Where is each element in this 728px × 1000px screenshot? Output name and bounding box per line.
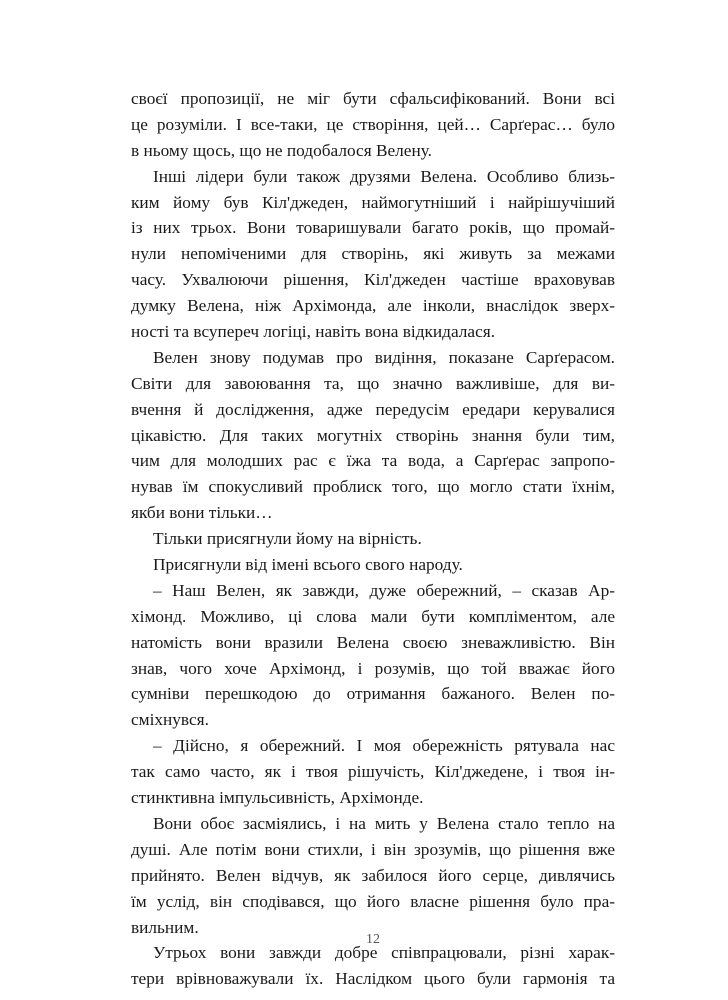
- text-line: так само часто, як і твоя рішучість, Кіл'джедене, і твоя ін-: [131, 762, 615, 782]
- text-line: Велен знову подумав про видіння, показане Сарґерасом.: [153, 347, 615, 367]
- text-line: в ньому щось, що не подобалося Велену.: [131, 140, 432, 160]
- text-line: нули непоміченими для створінь, які живуть за межами: [131, 244, 615, 264]
- text-line: – Дійсно, я обережний. І моя обережність рятувала нас: [153, 736, 615, 756]
- text-line: ності та всупереч логіці, навіть вона відкидалася.: [131, 322, 496, 342]
- text-line: ким йому був Кіл'джеден, наймогутніший і найрішучіший: [131, 192, 615, 212]
- text-line: чим для молодших рас є їжа та вода, а Сарґерас запропо-: [131, 451, 615, 471]
- text-line: тери врівноважували їх. Наслідком цього були гармонія та: [131, 969, 615, 989]
- body-text: [131, 86, 615, 992]
- text-line: натомість вони вразили Велена своєю зневажливістю. Він: [131, 632, 615, 652]
- text-line: вчення й дослідження, адже передусім ередари керувалися: [131, 399, 615, 419]
- text-line: часу. Ухвалюючи рішення, Кіл'джеден частіше враховував: [131, 270, 615, 290]
- text-line: вильним.: [131, 917, 199, 937]
- text-line: сміхнувся.: [131, 710, 209, 730]
- text-line: сумніви перешкодою до отримання бажаного. Велен по-: [131, 684, 615, 704]
- page-number: 12: [366, 932, 380, 947]
- text-line: Світи для завоювання та, що значно важливіше, для ви-: [131, 373, 615, 393]
- text-line: Тільки присягнули йому на вірність.: [153, 529, 422, 549]
- text-line: нував їм спокусливий проблиск того, що могло стати їхнім,: [131, 477, 615, 497]
- text-line: знав, чого хоче Архімонд, і розумів, що той вважає його: [131, 658, 615, 678]
- text-line: якби вони тільки…: [131, 503, 273, 523]
- text-line: цікавістю. Для таких могутніх створінь знання були тим,: [131, 425, 615, 445]
- text-line: хімонд. Можливо, ці слова мали бути компліментом, але: [131, 606, 615, 626]
- text-line: стинктивна імпульсивність, Архімонде.: [131, 788, 424, 808]
- text-line: – Наш Велен, як завжди, дуже обережний, – сказав Ар-: [153, 580, 615, 600]
- text-line: із них трьох. Вони товаришували багато років, що промай-: [131, 218, 615, 238]
- text-line: думку Велена, ніж Архімонда, але інколи, внаслідок зверх-: [131, 296, 615, 316]
- text-line: прийнято. Велен відчув, як забилося його серце, дивлячись: [131, 865, 615, 885]
- text-line: Вони обоє засміялись, і на мить у Велена стало тепло на: [153, 813, 615, 833]
- text-line: душі. Але потім вони стихли, і він зрозумів, що рішення вже: [131, 839, 615, 859]
- text-line: їм услід, він сподівався, що його власне рішення було пра-: [131, 891, 615, 911]
- text-line: це розуміли. І все-таки, це створіння, цей… Сарґерас… було: [131, 114, 615, 134]
- text-line: Утрьох вони завжди добре співпрацювали, різні харак-: [153, 943, 615, 963]
- text-line: своєї пропозиції, не міг бути сфальсифікований. Вони всі: [131, 89, 615, 108]
- text-line: Інші лідери були також друзями Велена. Особливо близь-: [153, 166, 615, 186]
- text-line: Присягнули від імені всього свого народу.: [153, 555, 463, 575]
